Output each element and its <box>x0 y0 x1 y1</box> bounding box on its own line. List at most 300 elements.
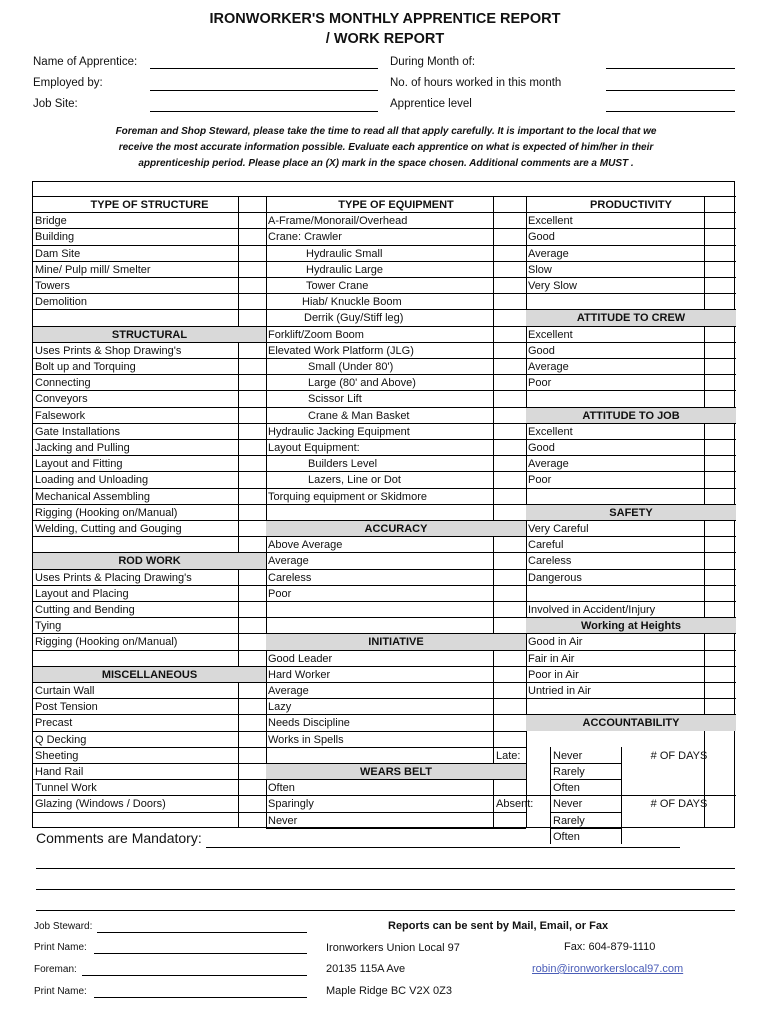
section-header: ATTITUDE TO CREW <box>576 312 686 325</box>
row-divider <box>33 309 266 310</box>
level-label: Apprentice level <box>390 98 472 110</box>
row-divider <box>550 828 621 829</box>
row-divider <box>33 520 266 521</box>
mark-box[interactable] <box>494 375 525 389</box>
criteria-label: Excellent <box>528 328 573 341</box>
mark-box[interactable] <box>494 813 525 827</box>
mark-box[interactable] <box>239 602 265 616</box>
criteria-label: Careful <box>528 539 564 552</box>
row-divider <box>33 504 266 505</box>
mark-box[interactable] <box>705 651 735 665</box>
mark-box[interactable] <box>494 408 525 422</box>
criteria-label: Bridge <box>35 215 67 228</box>
row-divider <box>33 569 266 570</box>
row-divider <box>266 326 526 327</box>
criteria-label: Sparingly <box>268 798 314 811</box>
job-steward-label: Job Steward: <box>34 921 93 932</box>
criteria-label: Hard Worker <box>268 668 331 681</box>
row-divider <box>526 407 736 408</box>
mark-box[interactable] <box>494 213 525 227</box>
employed-by-label: Employed by: <box>33 77 103 89</box>
row-divider <box>266 374 526 375</box>
mark-box[interactable] <box>239 489 265 503</box>
mark-box[interactable] <box>239 715 265 729</box>
apprentice-name-line[interactable] <box>150 68 378 69</box>
criteria-label: Welding, Cutting and Gouging <box>35 523 182 535</box>
mark-box[interactable] <box>239 359 265 373</box>
mark-box[interactable] <box>705 424 735 438</box>
instructions <box>80 124 692 172</box>
criteria-label: Hydraulic Small <box>306 247 383 260</box>
row-divider <box>266 504 526 505</box>
criteria-label <box>268 602 491 618</box>
criteria-label: Tying <box>35 620 62 633</box>
criteria-label: Fair in Air <box>528 652 575 665</box>
mark-box[interactable] <box>705 472 735 486</box>
criteria-label: Dangerous <box>528 571 582 584</box>
row-divider <box>266 585 526 586</box>
criteria-label <box>528 699 702 715</box>
foreman-line[interactable] <box>82 975 307 976</box>
absent-option[interactable]: Never <box>553 798 583 811</box>
criteria-label: Needs Discipline <box>268 717 350 730</box>
criteria-label: Falsework <box>35 409 86 422</box>
row-divider <box>266 747 526 748</box>
row-divider <box>33 617 266 618</box>
row-divider <box>266 471 526 472</box>
row-divider <box>33 471 266 472</box>
mark-box[interactable] <box>494 570 525 584</box>
row-divider <box>266 342 526 343</box>
mark-box[interactable] <box>239 391 265 405</box>
section-header: INITIATIVE <box>368 636 424 649</box>
comments-line-1[interactable] <box>206 847 680 848</box>
criteria-label: Crane: Crawler <box>268 231 342 244</box>
late-option[interactable]: Rarely <box>553 766 585 778</box>
mark-box[interactable] <box>494 699 525 713</box>
section-header: ROD WORK <box>118 555 181 568</box>
mark-box[interactable] <box>494 586 525 600</box>
header-divider <box>33 196 736 197</box>
mark-box[interactable] <box>239 586 265 600</box>
mark-box[interactable] <box>705 537 735 551</box>
section-header: SAFETY <box>609 506 653 519</box>
late-days-label: # OF DAYS <box>650 749 708 762</box>
row-divider <box>266 455 526 456</box>
mark-box[interactable] <box>705 246 735 260</box>
criteria-label: Scissor Lift <box>308 393 362 406</box>
row-divider <box>550 763 621 764</box>
section-header: ATTITUDE TO JOB <box>582 409 680 422</box>
criteria-label <box>268 829 491 845</box>
row-divider <box>33 779 266 780</box>
criteria-label: Average <box>528 458 569 471</box>
section-header: TYPE OF STRUCTURE <box>90 199 209 211</box>
mark-box[interactable] <box>494 294 525 308</box>
criteria-label: Poor <box>268 587 292 600</box>
absent-option[interactable]: Often <box>553 830 580 843</box>
criteria-label: Rigging (Hooking on/Manual) <box>35 506 178 519</box>
criteria-label: Poor in Air <box>528 668 579 681</box>
mark-box[interactable] <box>705 359 735 373</box>
mark-box[interactable] <box>705 440 735 454</box>
mark-box[interactable] <box>705 343 735 357</box>
mark-box[interactable] <box>239 764 265 778</box>
criteria-label: Tower Crane <box>306 280 369 292</box>
mark-box[interactable] <box>705 634 735 648</box>
send-instructions: Reports can be sent by Mail, Email, or Fax <box>388 920 609 932</box>
row-divider <box>266 390 526 391</box>
row-divider <box>526 504 736 505</box>
criteria-label: Untried in Air <box>528 685 591 697</box>
criteria-label <box>528 294 702 310</box>
criteria-label: Jacking and Pulling <box>35 442 130 454</box>
criteria-label: Bolt up and Torquing <box>35 361 136 373</box>
criteria-label: Good <box>528 344 555 357</box>
criteria-label: Mine/ Pulp mill/ Smelter <box>35 263 151 276</box>
job-site-label: Job Site: <box>33 98 78 110</box>
mark-box[interactable] <box>705 327 735 341</box>
criteria-label: Connecting <box>35 377 91 390</box>
month-line[interactable] <box>606 68 735 69</box>
criteria-label: Slow <box>528 263 552 276</box>
mark-box[interactable] <box>494 359 525 373</box>
mark-box[interactable] <box>705 278 735 292</box>
row-divider <box>266 293 526 294</box>
section-header: WEARS BELT <box>360 766 432 778</box>
mark-box[interactable] <box>239 424 265 438</box>
row-divider <box>266 617 526 618</box>
late-option[interactable]: Often <box>553 782 580 795</box>
mark-box[interactable] <box>494 246 525 260</box>
row-divider <box>266 633 526 634</box>
criteria-label: Involved in Accident/Injury <box>528 604 656 616</box>
mark-box[interactable] <box>705 375 735 389</box>
mark-box[interactable] <box>494 327 525 341</box>
row-divider <box>33 228 266 229</box>
title-line-1: IRONWORKER'S MONTHLY APPRENTICE REPORT <box>209 11 561 27</box>
criteria-label: Careless <box>528 555 572 568</box>
employed-by-line[interactable] <box>150 90 378 91</box>
comments-label: Comments are Mandatory: <box>36 830 202 846</box>
section-header: ACCOUNTABILITY <box>582 717 680 730</box>
row-divider <box>266 601 526 602</box>
criteria-label: Uses Prints & Placing Drawing's <box>35 571 192 584</box>
criteria-label: Good <box>528 442 555 454</box>
mark-box[interactable] <box>239 505 265 519</box>
mark-box[interactable] <box>239 780 265 794</box>
mark-box[interactable] <box>239 570 265 584</box>
mark-box[interactable] <box>494 683 525 697</box>
criteria-label: Sheeting <box>35 749 79 762</box>
mark-box[interactable] <box>239 683 265 697</box>
criteria-label <box>268 748 491 764</box>
row-divider <box>266 228 526 229</box>
mark-box[interactable] <box>705 213 735 227</box>
mark-box[interactable] <box>239 408 265 422</box>
row-divider <box>266 212 526 213</box>
row-divider <box>33 358 266 359</box>
late-option[interactable]: Never <box>553 749 583 762</box>
criteria-label: Dam Site <box>35 247 81 260</box>
row-divider <box>266 731 526 732</box>
row-divider <box>33 488 266 489</box>
row-divider <box>33 407 266 408</box>
criteria-label: Small (Under 80') <box>308 361 394 373</box>
absent-option[interactable]: Rarely <box>553 814 585 827</box>
mark-box[interactable] <box>494 489 525 503</box>
comments-section <box>36 830 202 846</box>
row-divider <box>266 779 526 780</box>
mark-box[interactable] <box>239 294 265 308</box>
foreman-label: Foreman: <box>34 964 77 975</box>
row-divider <box>33 795 266 796</box>
job-steward-line[interactable] <box>97 932 307 933</box>
criteria-label: Building <box>35 231 75 244</box>
criteria-label <box>35 651 236 667</box>
criteria-label: Average <box>528 361 569 373</box>
criteria-label: A-Frame/Monorail/Overhead <box>268 215 408 228</box>
row-divider <box>266 423 526 424</box>
row-divider <box>266 682 526 683</box>
mark-box[interactable] <box>494 537 525 551</box>
hours-line[interactable] <box>606 90 735 91</box>
row-divider <box>266 261 526 262</box>
row-divider <box>266 245 526 246</box>
criteria-label: Above Average <box>268 539 343 552</box>
criteria-label: Hydraulic Jacking Equipment <box>268 425 410 438</box>
row-divider <box>526 585 736 586</box>
criteria-label <box>528 391 702 407</box>
row-divider <box>266 812 526 813</box>
mark-box[interactable] <box>494 456 525 470</box>
section-header: ACCURACY <box>364 523 428 535</box>
mark-box[interactable] <box>494 391 525 405</box>
row-divider <box>266 795 526 796</box>
print-name-line-1[interactable] <box>94 953 307 954</box>
criteria-label: Works in Spells <box>268 733 344 746</box>
mark-box[interactable] <box>239 343 265 357</box>
row-divider <box>33 536 266 537</box>
row-divider <box>550 779 621 780</box>
month-label: During Month of: <box>390 56 476 68</box>
criteria-label: Poor <box>528 474 552 487</box>
row-divider <box>526 714 736 715</box>
mark-box[interactable] <box>239 748 265 762</box>
criteria-label <box>268 618 491 634</box>
comments-line-2[interactable] <box>36 868 735 869</box>
criteria-label: Rigging (Hooking on/Manual) <box>35 636 178 649</box>
section-header: TYPE OF EQUIPMENT <box>338 199 454 211</box>
mark-box[interactable] <box>494 278 525 292</box>
criteria-label <box>35 813 236 829</box>
row-divider <box>526 698 736 699</box>
criteria-label: Forklift/Zoom Boom <box>268 328 364 341</box>
row-divider <box>526 488 736 489</box>
row-divider <box>33 261 266 262</box>
mark-box[interactable] <box>239 521 265 535</box>
mark-box[interactable] <box>705 570 735 584</box>
mark-box[interactable] <box>239 213 265 227</box>
row-divider <box>33 633 266 634</box>
hours-label: No. of hours worked in this month <box>390 77 562 89</box>
criteria-label: Layout and Fitting <box>35 458 123 471</box>
criteria-label: Derrik (Guy/Stiff leg) <box>304 312 404 325</box>
mark-box[interactable] <box>494 343 525 357</box>
criteria-label: Good <box>528 231 555 244</box>
section-header: PRODUCTIVITY <box>590 199 672 211</box>
print-name-line-2[interactable] <box>94 997 307 998</box>
level-line[interactable] <box>606 111 735 112</box>
mark-box[interactable] <box>494 553 525 567</box>
instructions-line-1: Foreman and Shop Steward, please take the time to read all that apply carefully. It is important to the local that we <box>115 126 657 137</box>
mark-box[interactable] <box>494 732 525 746</box>
mark-box[interactable] <box>494 667 525 681</box>
row-divider <box>33 390 266 391</box>
criteria-label: Towers <box>35 280 70 292</box>
union-city: Maple Ridge BC V2X 0Z3 <box>326 985 452 997</box>
mark-box[interactable] <box>239 618 265 632</box>
mark-box[interactable] <box>239 440 265 454</box>
row-divider <box>33 552 266 553</box>
mark-box[interactable] <box>239 796 265 810</box>
criteria-label: Lazy <box>268 701 292 714</box>
instructions-line-3: apprenticeship period. Please place an (X) mark in the space chosen. Additional comments are a MUST . <box>138 158 634 169</box>
row-divider <box>33 666 266 667</box>
criteria-label <box>35 537 236 553</box>
criteria-label: Precast <box>35 717 73 730</box>
mark-box[interactable] <box>705 683 735 697</box>
row-divider <box>33 763 266 764</box>
criteria-label: Average <box>528 247 569 260</box>
mark-box[interactable] <box>705 456 735 470</box>
row-divider <box>266 763 526 764</box>
row-divider <box>33 455 266 456</box>
criteria-label <box>528 489 702 505</box>
criteria-label: Average <box>268 555 309 568</box>
mark-box[interactable] <box>494 440 525 454</box>
row-divider <box>266 569 526 570</box>
row-divider <box>33 423 266 424</box>
mark-box[interactable] <box>705 262 735 276</box>
row-divider <box>266 407 526 408</box>
comments-line-4[interactable] <box>36 910 735 911</box>
mark-box[interactable] <box>239 375 265 389</box>
mark-box[interactable] <box>705 667 735 681</box>
row-divider <box>33 731 266 732</box>
row-divider <box>33 342 266 343</box>
email-link[interactable]: robin@ironworkerslocal97.com <box>532 963 684 975</box>
absent-label: Absent: <box>496 798 534 811</box>
criteria-label: Loading and Unloading <box>35 474 149 487</box>
mark-box[interactable] <box>494 780 525 794</box>
title-line-2: / WORK REPORT <box>325 31 445 47</box>
row-divider <box>33 682 266 683</box>
criteria-label: Very Careful <box>528 523 589 535</box>
mark-box[interactable] <box>494 229 525 243</box>
row-divider <box>526 293 736 294</box>
section-header: STRUCTURAL <box>111 328 188 341</box>
late-label: Late: <box>496 749 521 762</box>
mark-box[interactable] <box>494 472 525 486</box>
row-divider <box>33 212 266 213</box>
criteria-label: Elevated Work Platform (JLG) <box>268 344 414 357</box>
mark-box[interactable] <box>239 472 265 486</box>
union-address: 20135 115A Ave <box>326 963 406 975</box>
mark-box[interactable] <box>705 521 735 535</box>
row-divider <box>33 585 266 586</box>
row-divider <box>266 520 526 521</box>
criteria-label <box>528 586 702 602</box>
row-divider <box>266 439 526 440</box>
mark-box[interactable] <box>239 262 265 276</box>
mark-box[interactable] <box>239 634 265 648</box>
mark-box[interactable] <box>705 553 735 567</box>
row-divider <box>526 309 736 310</box>
criteria-label: Often <box>268 782 295 795</box>
criteria-label: Curtain Wall <box>35 685 95 697</box>
mark-box[interactable] <box>239 699 265 713</box>
criteria-label: Glazing (Windows / Doors) <box>35 798 166 811</box>
mark-box[interactable] <box>494 651 525 665</box>
instructions-line-2: receive the most accurate information possible. Evaluate each apprentice on what is expected of him/her in their <box>118 142 654 153</box>
mark-box[interactable] <box>705 602 735 616</box>
criteria-label: Very Slow <box>528 280 577 292</box>
mark-box[interactable] <box>494 424 525 438</box>
criteria-label: Lazers, Line or Dot <box>308 474 401 487</box>
row-divider <box>266 552 526 553</box>
mark-box[interactable] <box>239 246 265 260</box>
row-divider <box>266 828 526 829</box>
comments-line-3[interactable] <box>36 889 735 890</box>
apprentice-name-label: Name of Apprentice: <box>33 56 138 68</box>
row-divider <box>526 390 736 391</box>
criteria-label: Careless <box>268 571 312 584</box>
criteria-label: Hydraulic Large <box>306 263 384 276</box>
criteria-label: Q Decking <box>35 733 87 746</box>
print-name-label-2: Print Name: <box>34 986 87 997</box>
criteria-label: Layout Equipment: <box>268 442 360 454</box>
mark-box[interactable] <box>239 278 265 292</box>
criteria-label: Gate Installations <box>35 425 120 438</box>
mark-box[interactable] <box>239 456 265 470</box>
criteria-label: Torquing equipment or Skidmore <box>268 490 427 503</box>
row-divider <box>33 650 266 651</box>
criteria-label: Never <box>268 814 298 827</box>
criteria-label: Cutting and Bending <box>35 604 135 616</box>
row-divider <box>266 714 526 715</box>
mark-box[interactable] <box>494 715 525 729</box>
mark-box[interactable] <box>705 229 735 243</box>
row-divider <box>33 698 266 699</box>
criteria-label: Large (80' and Above) <box>308 377 416 390</box>
mark-box[interactable] <box>494 310 525 324</box>
criteria-label: Layout and Placing <box>35 587 129 600</box>
row-divider <box>33 714 266 715</box>
row-divider <box>266 666 526 667</box>
mark-box[interactable] <box>494 262 525 276</box>
mark-box[interactable] <box>239 229 265 243</box>
criteria-label <box>268 505 491 521</box>
job-site-line[interactable] <box>150 111 378 112</box>
mark-box[interactable] <box>239 732 265 746</box>
fax-number: Fax: 604-879-1110 <box>564 941 656 953</box>
criteria-label: Good Leader <box>268 652 333 665</box>
section-header: Working at Heights <box>580 620 682 633</box>
row-divider <box>33 277 266 278</box>
union-name: Ironworkers Union Local 97 <box>326 942 460 954</box>
row-divider <box>33 439 266 440</box>
